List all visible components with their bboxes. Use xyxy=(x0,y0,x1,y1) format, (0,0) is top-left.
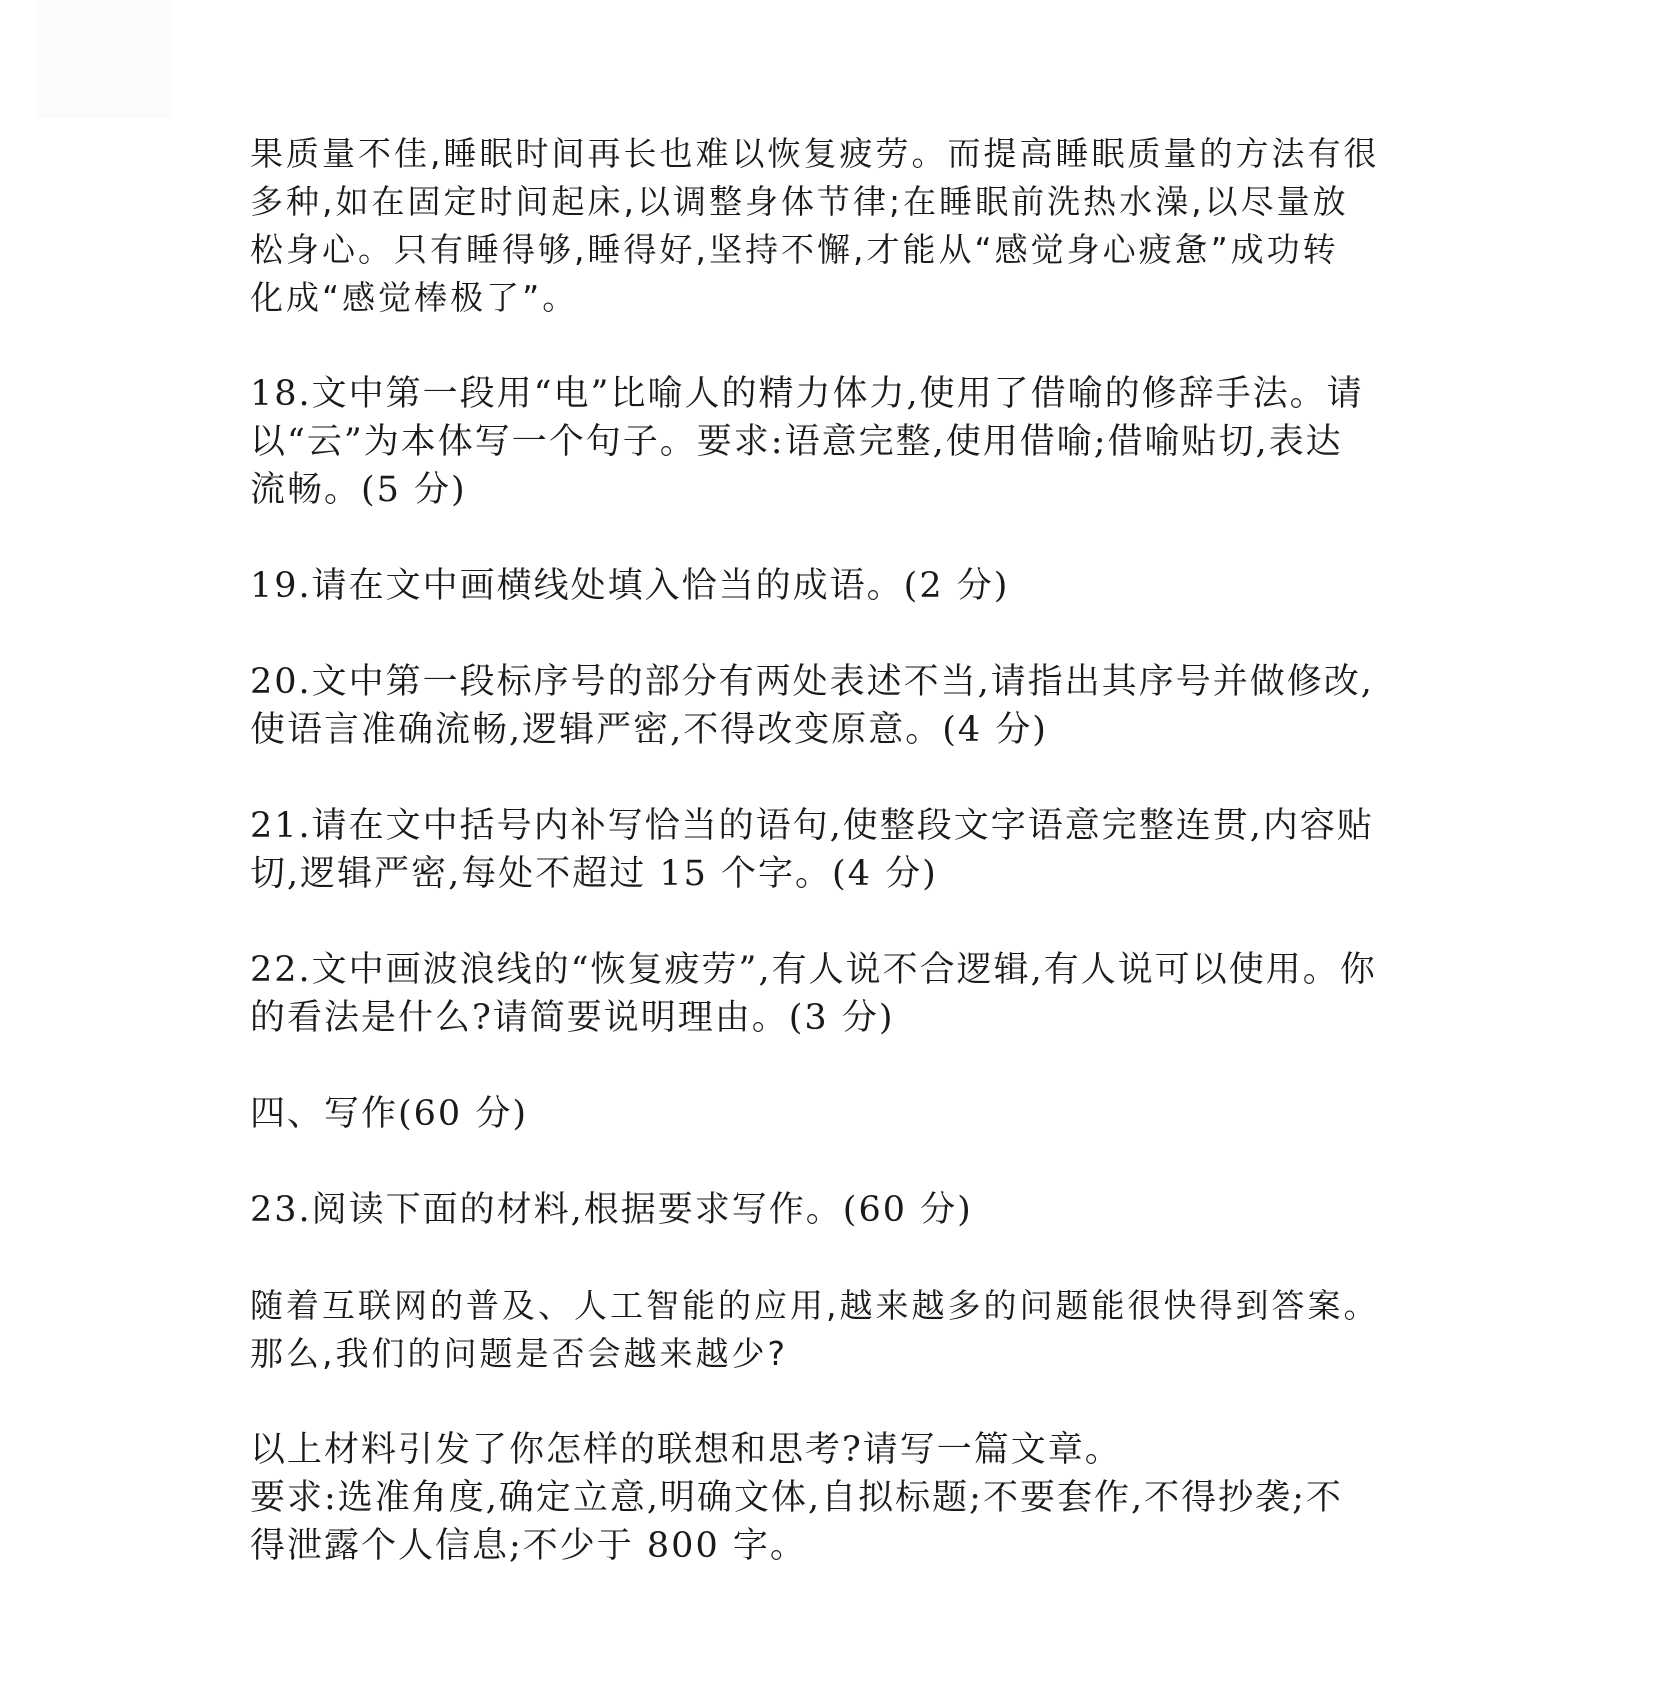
passage-tail xyxy=(250,130,1415,322)
instruction-line: 要求:选准角度,确定立意,明确文体,自拟标题;不要套作,不得抄袭;不 xyxy=(250,1478,1343,1518)
question-line: 20.文中第一段标序号的部分有两处表述不当,请指出其序号并做修改, xyxy=(250,662,1374,702)
instruction-line: 以上材料引发了你怎样的联想和思考?请写一篇文章。 xyxy=(250,1430,1122,1470)
passage-line: 多种,如在固定时间起床,以调整身体节律;在睡眠前洗热水澡,以尽量放 xyxy=(250,182,1349,221)
question-line: 流畅。(5 分) xyxy=(250,470,467,510)
question-line: 22.文中画波浪线的“恢复疲劳”,有人说不合逻辑,有人说可以使用。你 xyxy=(250,950,1377,990)
question-line: 以“云”为本体写一个句子。要求:语意完整,使用借喻;借喻贴切,表达 xyxy=(250,422,1343,462)
material-line: 那么,我们的问题是否会越来越少? xyxy=(250,1334,789,1373)
passage-line: 果质量不佳,睡眠时间再长也难以恢复疲劳。而提高睡眠质量的方法有很 xyxy=(250,134,1380,173)
material-line: 随着互联网的普及、人工智能的应用,越来越多的问题能很快得到答案。 xyxy=(250,1286,1380,1325)
document-page xyxy=(250,130,1415,1570)
question-21 xyxy=(250,802,1415,898)
question-line: 切,逻辑严密,每处不超过 15 个字。(4 分) xyxy=(250,854,938,894)
question-line: 19.请在文中画横线处填入恰当的成语。(2 分) xyxy=(250,566,1010,606)
question-19 xyxy=(250,562,1415,610)
question-20 xyxy=(250,658,1415,754)
question-line: 使语言准确流畅,逻辑严密,不得改变原意。(4 分) xyxy=(250,710,1048,750)
writing-material xyxy=(250,1282,1415,1378)
question-18 xyxy=(250,370,1415,514)
section-heading: 四、写作(60 分) xyxy=(250,1094,528,1134)
question-line: 21.请在文中括号内补写恰当的语句,使整段文字语意完整连贯,内容贴 xyxy=(250,806,1374,846)
passage-line: 松身心。只有睡得够,睡得好,坚持不懈,才能从“感觉身心疲惫”成功转 xyxy=(250,230,1339,269)
question-line: 23.阅读下面的材料,根据要求写作。(60 分) xyxy=(250,1190,973,1230)
writing-instructions xyxy=(250,1426,1415,1570)
instruction-line: 得泄露个人信息;不少于 800 字。 xyxy=(250,1526,807,1566)
question-line: 的看法是什么?请简要说明理由。(3 分) xyxy=(250,998,895,1038)
question-22 xyxy=(250,946,1415,1042)
question-23 xyxy=(250,1186,1415,1234)
corner-mark xyxy=(36,0,172,118)
section-heading-writing xyxy=(250,1090,1415,1138)
question-line: 18.文中第一段用“电”比喻人的精力体力,使用了借喻的修辞手法。请 xyxy=(250,374,1364,414)
passage-line: 化成“感觉棒极了”。 xyxy=(250,278,579,317)
